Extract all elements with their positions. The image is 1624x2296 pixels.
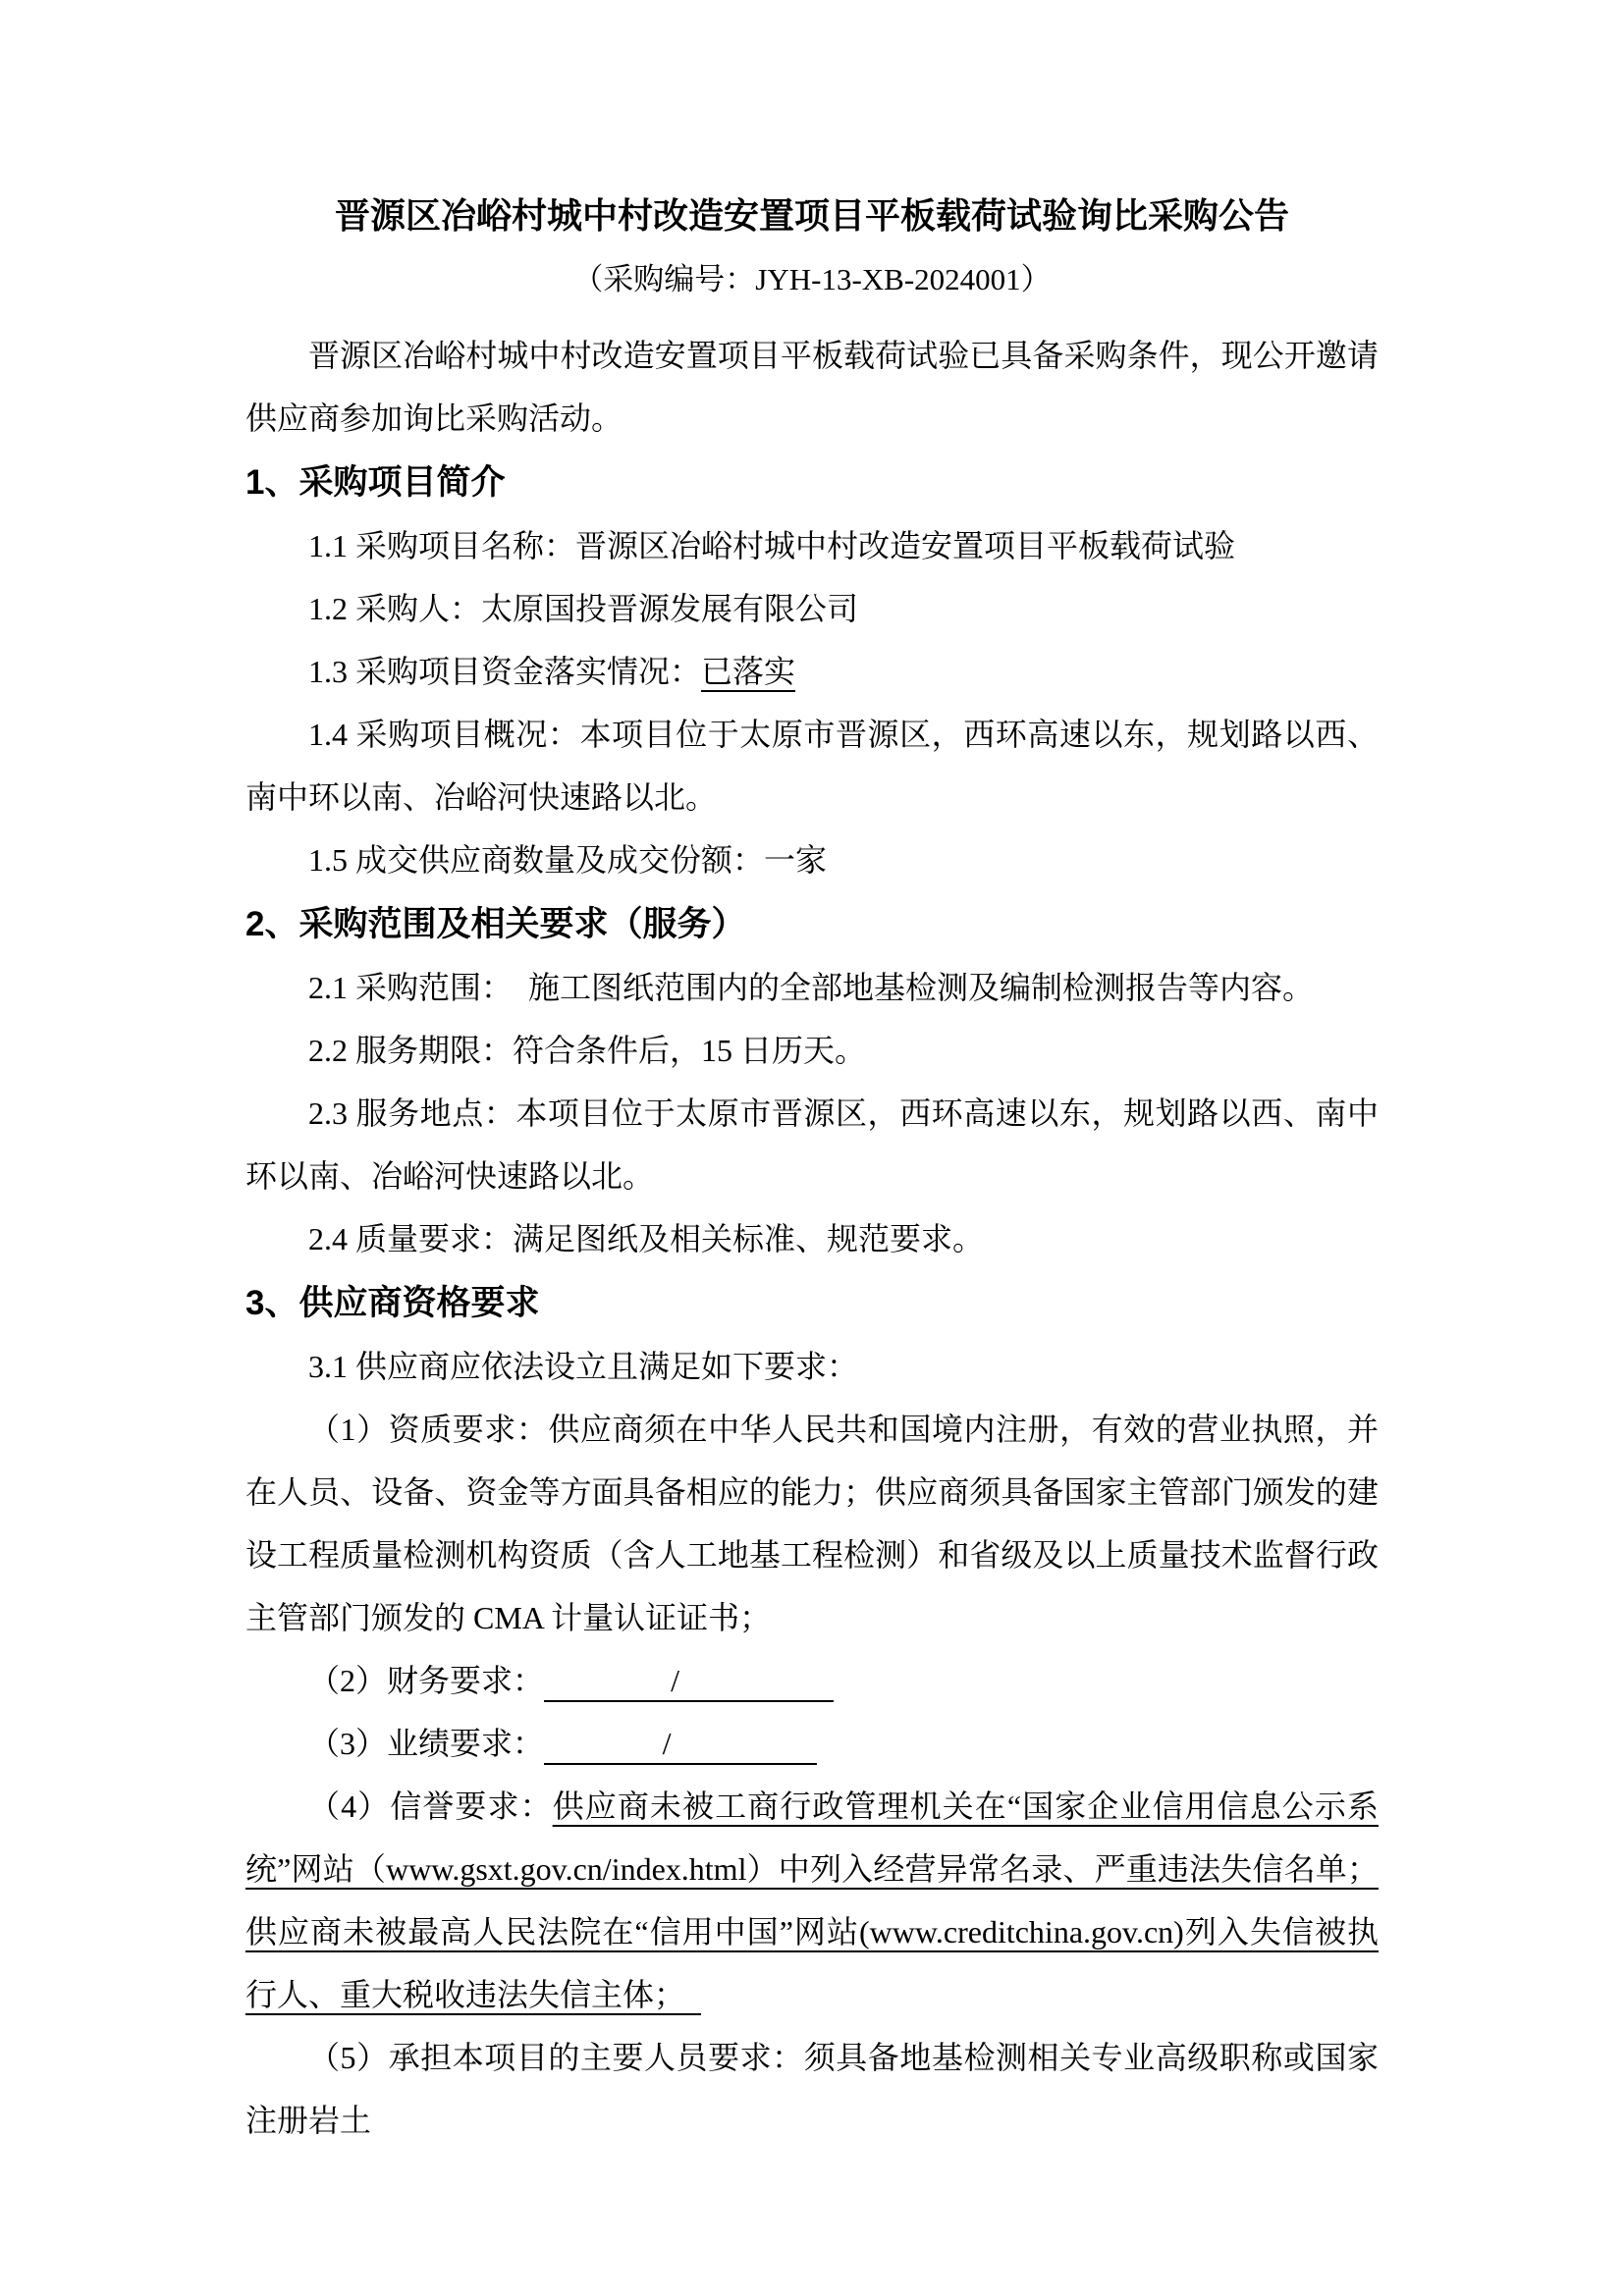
requirement-4-underlined-value: 供应商未被工商行政管理机关在“国家企业信用信息公示系统”网站（www.gsxt.gov.cn/index.html）中列入经营异常名录、严重违法失信名单；供应商未被最高人民法院在“信用中国”网站(www.creditchina.gov.cn)列入失信被执行人、重大税收违法失信主体；: [245, 1789, 1379, 2012]
item-1-3: [245, 640, 1379, 703]
item-1-3-label: 1.3 采购项目资金落实情况：: [308, 654, 702, 689]
requirement-3-blank-line: [544, 1724, 817, 1765]
item-1-1: 1.1 采购项目名称：晋源区冶峪村城中村改造安置项目平板载荷试验: [308, 528, 1236, 563]
section-1-heading: 1、采购项目简介: [245, 463, 506, 502]
section-3-heading: 3、供应商资格要求: [245, 1284, 540, 1322]
requirement-4-label: （4）信誉要求：: [308, 1789, 553, 1824]
item-1-3-underlined-value: 已落实: [701, 654, 796, 689]
item-2-3: 2.3 服务地点：本项目位于太原市晋源区，西环高速以东，规划路以西、南中环以南、冶峪河快速路以北。: [245, 1095, 1379, 1194]
requirement-3-label: （3）业绩要求：: [308, 1726, 545, 1761]
intro-paragraph: 晋源区冶峪村城中村改造安置项目平板载荷试验已具备采购条件，现公开邀请供应商参加询比采购活动。: [245, 338, 1379, 436]
requirement-2-slash: /: [671, 1663, 679, 1698]
item-2-4: 2.4 质量要求：满足图纸及相关标准、规范要求。: [308, 1221, 985, 1256]
document-title: 晋源区冶峪村城中村改造安置项目平板载荷试验询比采购公告: [334, 195, 1289, 236]
document-content: [245, 194, 1379, 2152]
requirement-2-blank-line: [544, 1661, 834, 1702]
item-2-1: 2.1 采购范围： 施工图纸范围内的全部地基检测及编制检测报告等内容。: [308, 970, 1315, 1005]
item-1-2: 1.2 采购人：太原国投晋源发展有限公司: [308, 591, 859, 626]
requirement-5-personnel: （5）承担本项目的主要人员要求：须具备地基检测相关专业高级职称或国家注册岩土: [245, 2040, 1379, 2138]
requirement-2-label: （2）财务要求：: [308, 1663, 545, 1698]
item-3-1: 3.1 供应商应依法设立且满足如下要求：: [308, 1349, 859, 1384]
requirement-2-finance: [245, 1649, 1379, 1712]
procurement-number: （采购编号：JYH-13-XB-2024001）: [572, 262, 1052, 296]
section-2-heading: 2、采购范围及相关要求（服务）: [245, 905, 746, 943]
item-2-2: 2.2 服务期限：符合条件后，15 日历天。: [308, 1033, 867, 1068]
item-1-5: 1.5 成交供应商数量及成交份额：一家: [308, 842, 828, 878]
requirement-3-performance: [245, 1712, 1379, 1775]
requirement-1-qualification: （1）资质要求：供应商须在中华人民共和国境内注册，有效的营业执照，并在人员、设备、资金等方面具备相应的能力；供应商须具备国家主管部门颁发的建设工程质量检测机构资质（含人工地基工程检测）和省级及以上质量技术监督行政主管部门颁发的 CMA 计量认证证书；: [245, 1412, 1379, 1635]
requirement-3-slash: /: [662, 1726, 672, 1761]
requirement-4-credit: [245, 1775, 1379, 2026]
item-1-4: 1.4 采购项目概况：本项目位于太原市晋源区，西环高速以东，规划路以西、南中环以南、冶峪河快速路以北。: [245, 717, 1379, 815]
